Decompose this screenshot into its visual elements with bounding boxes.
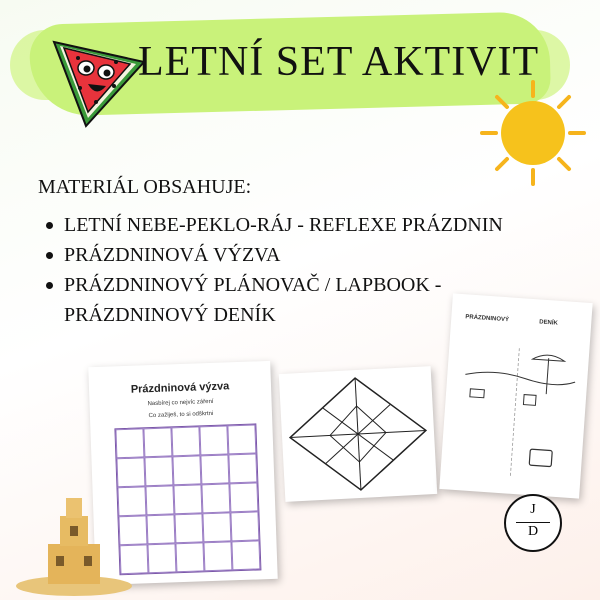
diary-label-left: PRÁZDNINOVÝ bbox=[465, 314, 510, 324]
challenge-subtitle-2: Co zažiješ, to si odškrtni bbox=[148, 410, 214, 420]
beach-scene-illustration bbox=[448, 344, 581, 482]
sandcastle-icon bbox=[14, 486, 134, 596]
brand-logo bbox=[504, 494, 562, 552]
list-item: PRÁZDNINOVÝ PLÁNOVAČ / LAPBOOK - PRÁZDNINOVÝ DENÍK bbox=[38, 270, 584, 330]
challenge-subtitle-1: Nasbírej co nejvíc záření bbox=[147, 398, 214, 408]
list-item: LETNÍ NEBE-PEKLO-RÁJ - REFLEXE PRÁZDNIN bbox=[38, 210, 584, 240]
logo-letter-top: J bbox=[530, 502, 536, 517]
challenge-title: Prázdninová výzva bbox=[130, 380, 230, 396]
logo-letter-bottom: D bbox=[527, 524, 539, 539]
list-item: PRÁZDNINOVÁ VÝZVA bbox=[38, 240, 584, 270]
challenge-grid bbox=[114, 423, 261, 575]
diary-preview bbox=[439, 293, 592, 498]
page-title: LETNÍ SET AKTIVIT bbox=[138, 39, 540, 85]
material-heading: MATERIÁL OBSAHUJE: bbox=[38, 176, 252, 198]
diary-label-right: DENÍK bbox=[538, 319, 559, 327]
fortune-teller-preview bbox=[279, 366, 437, 502]
fortune-teller-diagram bbox=[279, 366, 437, 502]
sun-icon bbox=[478, 78, 588, 188]
